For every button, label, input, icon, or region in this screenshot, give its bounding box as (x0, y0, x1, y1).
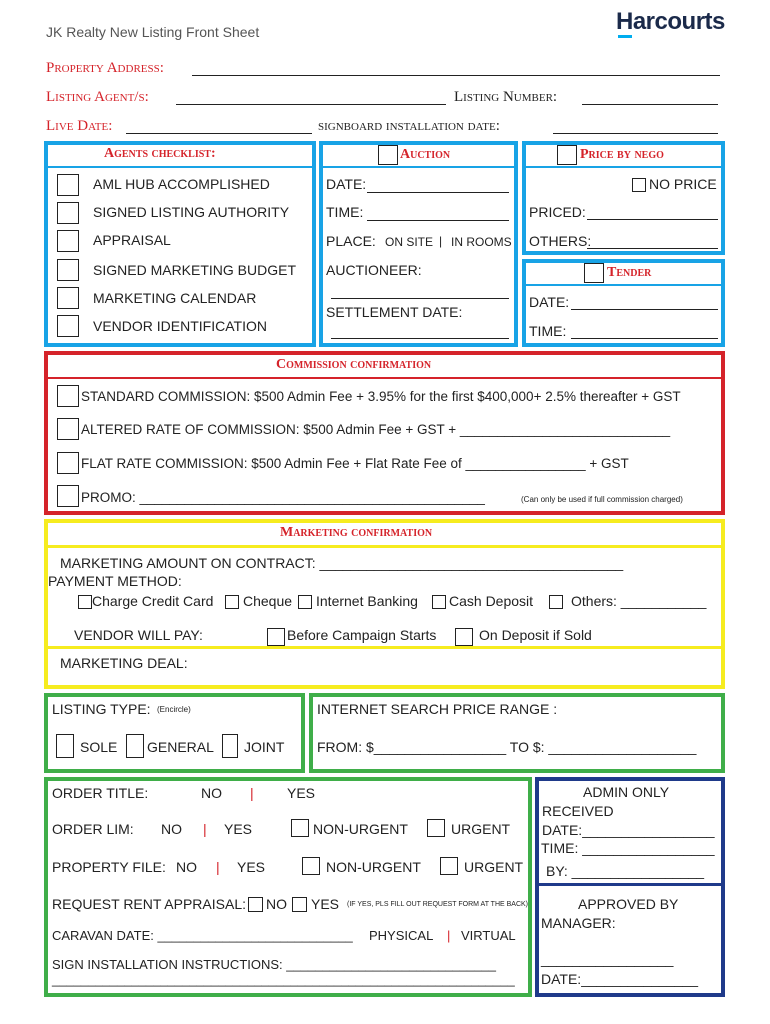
approved-by-label: APPROVED BY (578, 896, 679, 912)
rent-no-label: NO (266, 896, 287, 912)
caravan-virtual[interactable]: VIRTUAL (461, 928, 516, 943)
file-nonurgent-label: NON-URGENT (326, 859, 421, 875)
agents-checklist-heading: Agents checklist: (104, 146, 216, 161)
property-address-label: Property Address: (46, 60, 164, 76)
checkbox-lim-urgent[interactable] (427, 819, 445, 837)
checkbox-rent-yes[interactable] (292, 897, 307, 912)
checkbox-no-price[interactable] (632, 178, 646, 192)
sole-option: SOLE (80, 739, 118, 755)
checkbox-aml[interactable] (57, 174, 79, 196)
divider (44, 377, 725, 381)
property-address-line[interactable] (192, 75, 720, 76)
divider (44, 545, 725, 549)
admin-by: BY: _________________ (546, 863, 705, 879)
agents-item: AML HUB ACCOMPLISHED (93, 176, 270, 192)
checkbox-others[interactable] (549, 595, 563, 609)
encircle-note: (Encircle) (157, 705, 191, 714)
checkbox-internet-banking[interactable] (298, 595, 312, 609)
lim-nonurgent-label: NON-URGENT (313, 821, 408, 837)
listing-number-line[interactable] (582, 104, 718, 105)
price-range-label: INTERNET SEARCH PRICE RANGE : (317, 701, 558, 717)
property-file-label: PROPERTY FILE: (52, 859, 166, 875)
checkbox-file-nonurgent[interactable] (302, 857, 320, 875)
tender-date-label: DATE: (529, 294, 570, 310)
divider (319, 166, 518, 170)
inrooms-option[interactable]: IN ROOMS (451, 235, 512, 249)
listing-number-label: Listing Number: (454, 89, 558, 105)
checkbox-standard[interactable] (57, 385, 79, 407)
no-price-label: NO PRICE (649, 176, 717, 192)
on-deposit-label: On Deposit if Sold (479, 627, 592, 643)
received-label: RECEIVED (542, 803, 614, 819)
before-campaign-label: Before Campaign Starts (287, 627, 437, 643)
place-separator: | (439, 234, 443, 248)
checkbox-marketing-calendar[interactable] (57, 287, 79, 309)
others-payment-label: Others: ___________ (571, 593, 707, 609)
checkbox-file-urgent[interactable] (440, 857, 458, 875)
standard-commission: STANDARD COMMISSION: $500 Admin Fee + 3.95% for the first $400,000+ 2.5% thereafter + GST (81, 389, 681, 404)
live-date-line[interactable] (126, 133, 312, 134)
price-nego-heading: Price by nego (580, 147, 664, 162)
joint-option: JOINT (244, 739, 285, 755)
commission-heading: Commission confirmation (276, 357, 432, 372)
file-urgent-label: URGENT (464, 859, 524, 875)
checkbox-cash-deposit[interactable] (432, 595, 446, 609)
auction-heading: Auction (400, 147, 451, 162)
checkbox-price-nego[interactable] (557, 145, 577, 165)
auction-time-label: TIME: (326, 204, 364, 220)
general-option: GENERAL (147, 739, 214, 755)
agents-item: VENDOR IDENTIFICATION (93, 318, 267, 334)
separator: | (216, 859, 220, 875)
onsite-option[interactable]: ON SITE (385, 235, 434, 249)
altered-commission: ALTERED RATE OF COMMISSION: $500 Admin Fee + GST + ____________________________ (81, 422, 671, 437)
order-lim-no[interactable]: NO (161, 821, 182, 837)
agents-item: SIGNED MARKETING BUDGET (93, 262, 297, 278)
sign-instructions-line2: ________________________________________________________________ (52, 972, 515, 987)
checkbox-flat[interactable] (57, 452, 79, 474)
admin-heading: ADMIN ONLY (583, 784, 670, 800)
signboard-line[interactable] (553, 133, 718, 134)
checkbox-cheque[interactable] (225, 595, 239, 609)
marketing-heading: Marketing confirmation (280, 525, 433, 540)
rent-note: (IF YES, PLS FILL OUT REQUEST FORM AT THE BACK) (347, 901, 529, 908)
caravan-physical[interactable]: PHYSICAL (369, 928, 434, 943)
price-range-fields: FROM: $_________________ TO $: ___________________ (317, 739, 697, 755)
auction-time-line[interactable] (367, 220, 509, 221)
divider (44, 166, 316, 170)
order-lim-label: ORDER LIM: (52, 821, 134, 837)
form-title: JK Realty New Listing Front Sheet (46, 24, 260, 40)
promo-note: (Can only be used if full commission charged) (521, 495, 683, 504)
property-file-yes[interactable]: YES (237, 859, 266, 875)
settlement-label: SETTLEMENT DATE: (326, 304, 463, 320)
tender-heading: Tender (607, 265, 652, 280)
order-title-yes[interactable]: YES (287, 785, 316, 801)
rent-yes-label: YES (311, 896, 340, 912)
tender-date-line[interactable] (571, 309, 718, 310)
harcourts-logo: Harcourts (616, 8, 725, 35)
checkbox-promo[interactable] (57, 485, 79, 507)
listing-agents-line[interactable] (176, 104, 446, 105)
auctioneer-label: AUCTIONEER: (326, 262, 422, 278)
property-file-no[interactable]: NO (176, 859, 197, 875)
checkbox-tender[interactable] (584, 263, 604, 283)
checkbox-appraisal[interactable] (57, 230, 79, 252)
divider (535, 883, 725, 887)
vendor-will-pay-label: VENDOR WILL PAY: (74, 627, 203, 643)
checkbox-lim-nonurgent[interactable] (291, 819, 309, 837)
checkbox-rent-no[interactable] (248, 897, 263, 912)
caravan-date: CARAVAN DATE: ___________________________ (52, 928, 353, 943)
promo-label: PROMO: ______________________________________________ (81, 490, 485, 505)
checkbox-sole[interactable] (56, 734, 74, 758)
tender-time-line[interactable] (571, 338, 718, 339)
rent-appraisal-label: REQUEST RENT APPRAISAL: (52, 896, 246, 912)
divider (522, 166, 725, 170)
manager-label: MANAGER: (541, 915, 616, 931)
listing-type-label: LISTING TYPE: (52, 701, 151, 717)
internet-banking-label: Internet Banking (316, 593, 418, 609)
settlement-line[interactable] (331, 338, 509, 339)
order-lim-yes[interactable]: YES (224, 821, 253, 837)
lim-urgent-label: URGENT (451, 821, 511, 837)
approved-date: DATE:_______________ (541, 971, 698, 987)
agents-item: SIGNED LISTING AUTHORITY (93, 204, 290, 220)
checkbox-altered[interactable] (57, 418, 79, 440)
checkbox-marketing-budget[interactable] (57, 259, 79, 281)
order-title-label: ORDER TITLE: (52, 785, 149, 801)
separator: | (203, 821, 207, 837)
others-line[interactable] (587, 248, 718, 249)
checkbox-on-deposit[interactable] (455, 628, 473, 646)
live-date-label: Live Date: (46, 118, 113, 134)
auctioneer-line[interactable] (331, 298, 509, 299)
checkbox-joint[interactable] (222, 734, 238, 758)
flat-commission: FLAT RATE COMMISSION: $500 Admin Fee + Flat Rate Fee of ________________ + GST (81, 456, 629, 471)
priced-line[interactable] (587, 219, 718, 220)
manager-signature-line: _________________ (541, 951, 674, 967)
order-title-no[interactable]: NO (201, 785, 222, 801)
separator: | (250, 785, 254, 801)
agents-checklist-box (44, 141, 316, 347)
divider (522, 284, 725, 288)
checkbox-vendor-id[interactable] (57, 315, 79, 337)
listing-agents-label: Listing Agent/s: (46, 89, 149, 105)
auction-place-label: PLACE: (326, 233, 376, 249)
checkbox-general[interactable] (126, 734, 144, 758)
divider (44, 646, 725, 650)
marketing-deal-label: MARKETING DEAL: (60, 655, 188, 671)
sign-instructions: SIGN INSTALLATION INSTRUCTIONS: _____________________________ (52, 957, 496, 972)
auction-date-label: DATE: (326, 176, 367, 192)
cash-deposit-label: Cash Deposit (449, 593, 534, 609)
checkbox-auction[interactable] (378, 145, 398, 165)
checkbox-before-campaign[interactable] (267, 628, 285, 646)
credit-card-label: Charge Credit Card (92, 593, 214, 609)
tender-time-label: TIME: (529, 323, 567, 339)
separator: | (447, 928, 451, 943)
checkbox-credit-card[interactable] (78, 595, 92, 609)
agents-item: APPRAISAL (93, 232, 171, 248)
marketing-amount: MARKETING AMOUNT ON CONTRACT: _______________________________________ (60, 555, 624, 571)
others-label: OTHERS: (529, 233, 592, 249)
payment-method-label: PAYMENT METHOD: (48, 573, 182, 589)
admin-date: DATE:_________________ (542, 822, 715, 838)
admin-time: TIME: _________________ (541, 840, 715, 856)
cheque-label: Cheque (243, 593, 293, 609)
signboard-label: signboard installation date: (318, 118, 500, 134)
checkbox-signed-authority[interactable] (57, 202, 79, 224)
priced-label: PRICED: (529, 204, 586, 220)
auction-date-line[interactable] (367, 192, 509, 193)
agents-item: MARKETING CALENDAR (93, 290, 257, 306)
logo-accent (618, 35, 632, 38)
